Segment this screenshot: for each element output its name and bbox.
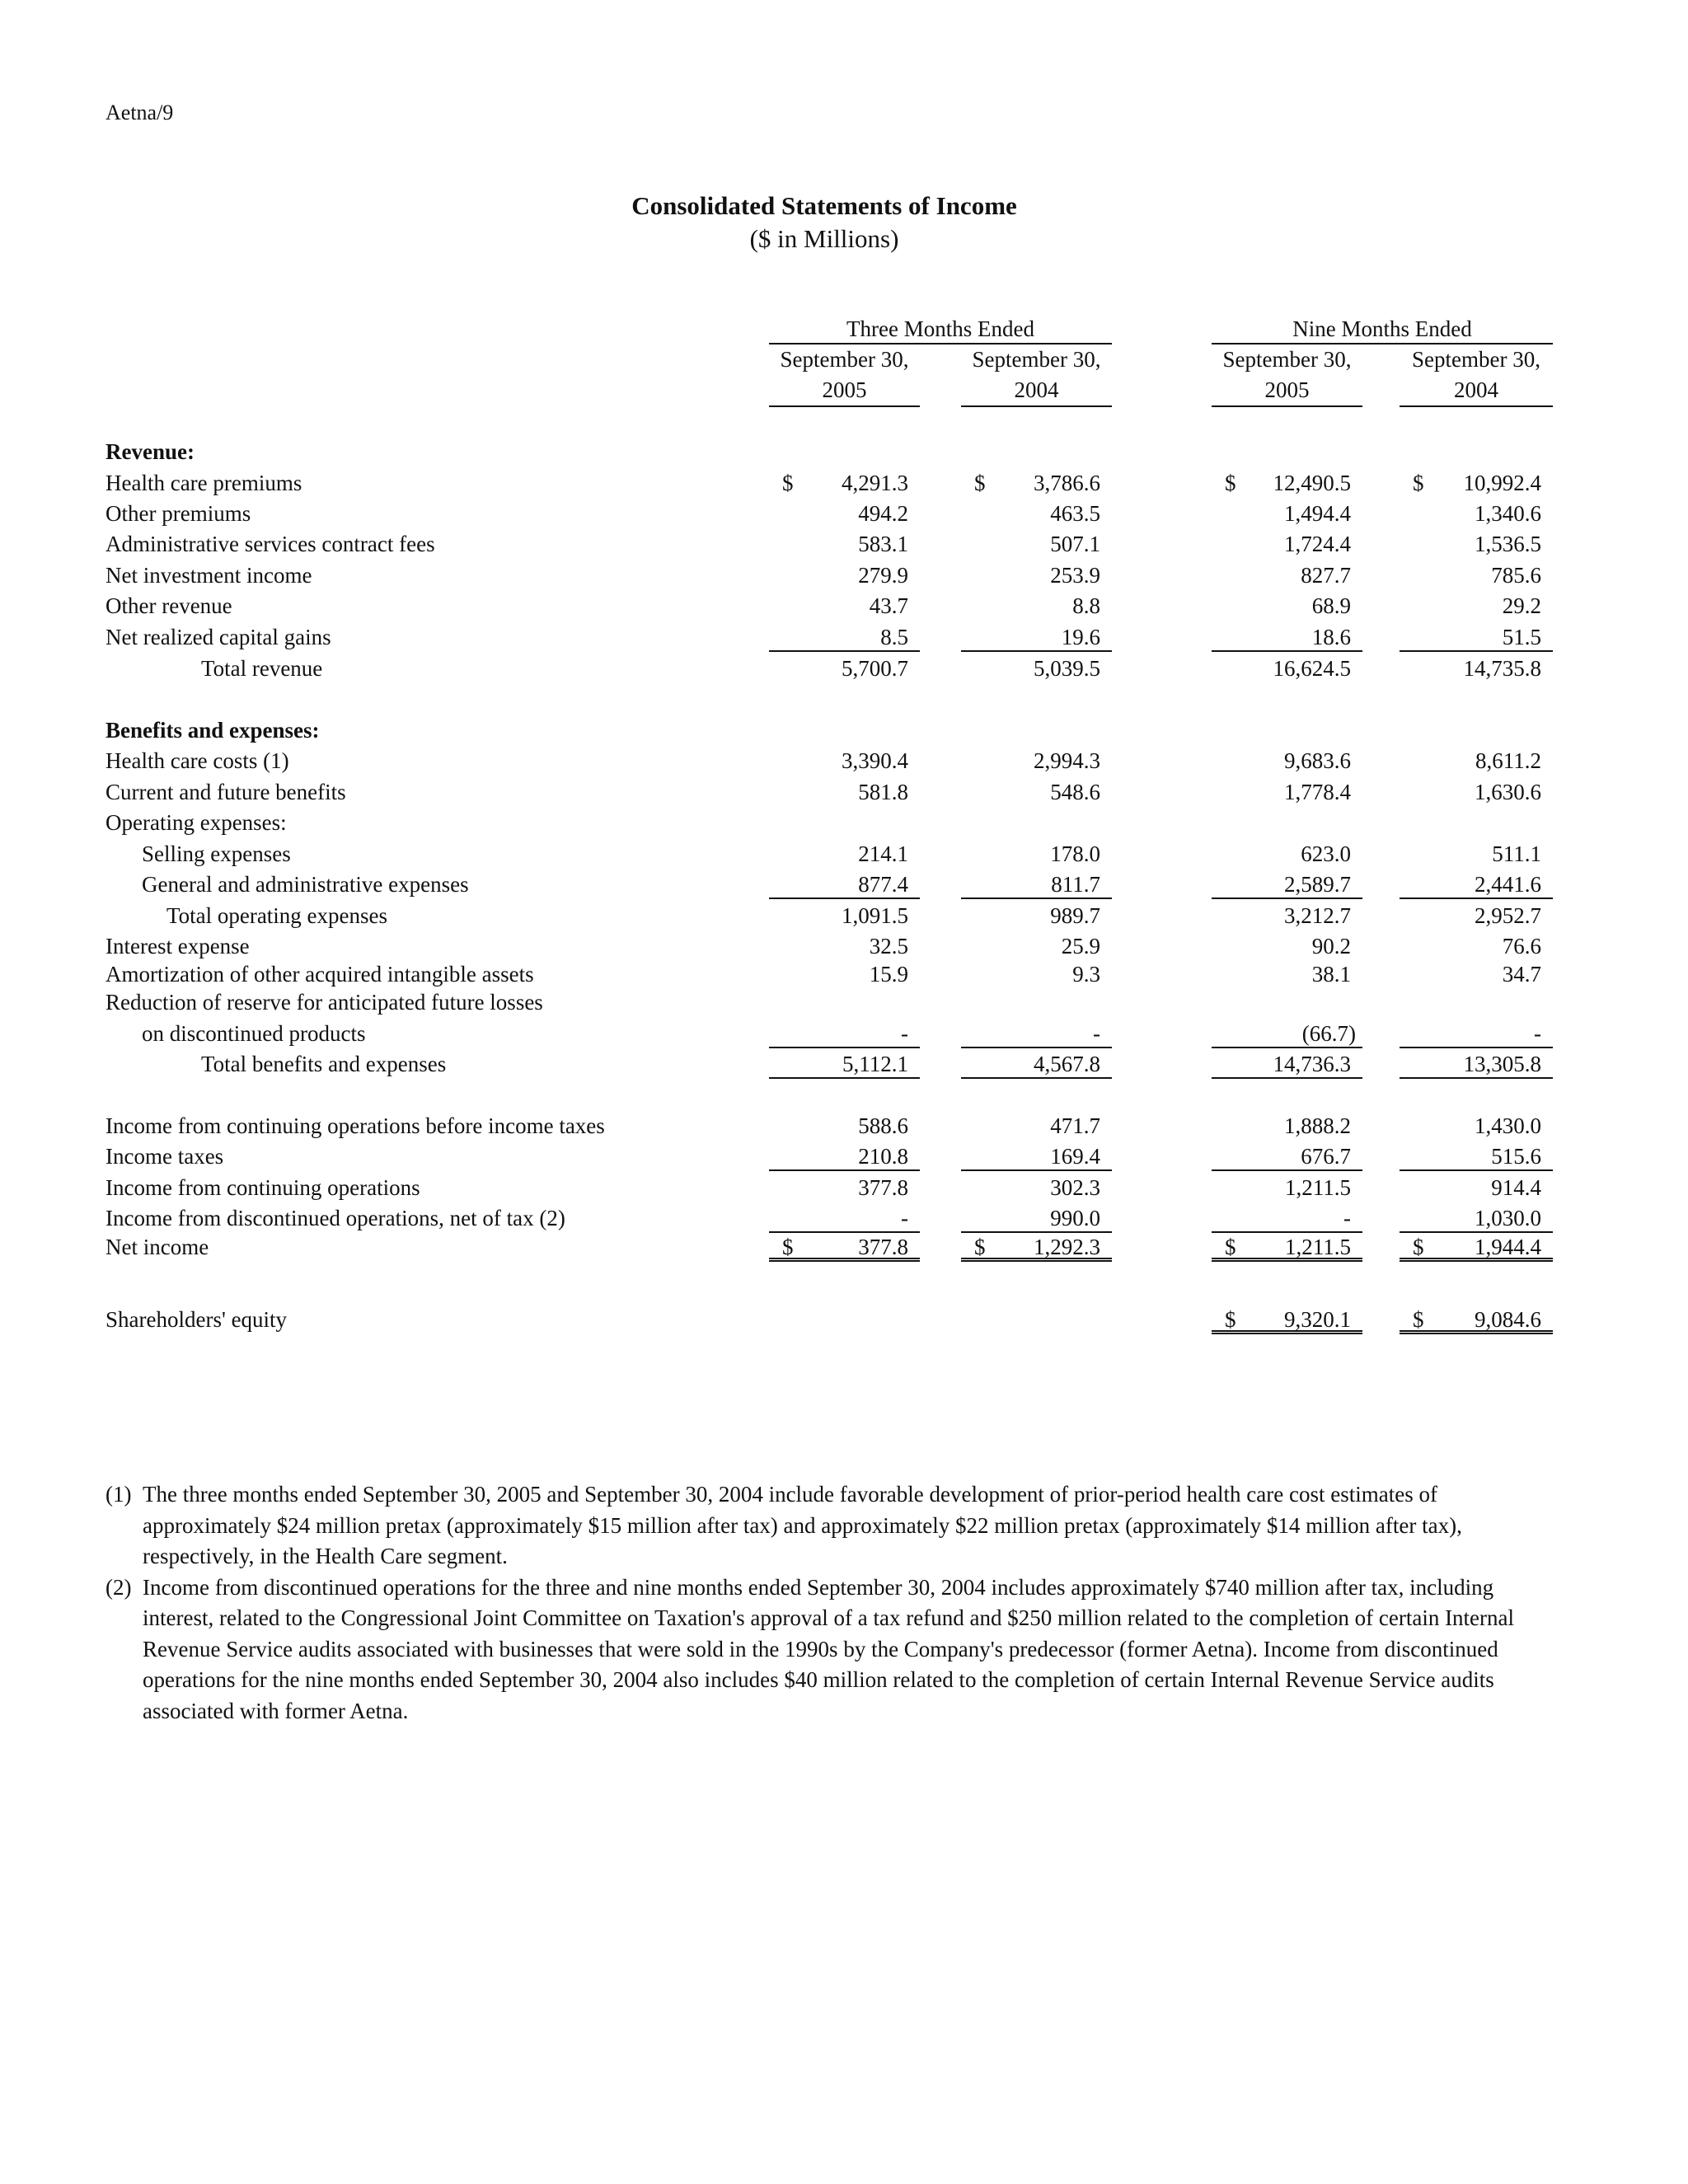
currency-symbol: $ [1413, 1235, 1424, 1259]
cell-3m-2004 [961, 591, 1112, 621]
cell-3m-2005 [769, 777, 920, 807]
cell-9m-2004 [1400, 1141, 1553, 1171]
table-row [0, 529, 1688, 559]
cell-value: 51.5 [1502, 625, 1541, 649]
cell-3m-2004 [961, 1111, 1112, 1141]
row-label: Selling expenses [142, 841, 291, 866]
cell-3m-2005 [769, 1019, 920, 1048]
col-header-date: September 30, [972, 347, 1101, 372]
cell-value: 32.5 [869, 934, 908, 958]
table-row [0, 777, 1688, 807]
cell-9m-2005 [1212, 746, 1362, 776]
row-label: Revenue: [106, 439, 195, 464]
cell-value: 588.6 [858, 1113, 908, 1138]
col-header-3m-2004 [961, 344, 1112, 407]
row-label: Shareholders' equity [106, 1307, 288, 1332]
statement-subtitle: ($ in Millions) [749, 224, 899, 253]
cell-value: 5,039.5 [1034, 656, 1100, 681]
cell-9m-2005 [1212, 1019, 1362, 1048]
cell-9m-2004 [1400, 777, 1553, 807]
cell-value: 4,291.3 [842, 471, 908, 495]
cell-value: 1,211.5 [1285, 1235, 1351, 1259]
cell-3m-2005 [769, 1141, 920, 1171]
footnote-number: (2) [106, 1574, 132, 1600]
cell-value: 583.1 [858, 532, 908, 556]
cell-value: 5,700.7 [842, 656, 908, 681]
cell-value: 623.0 [1301, 841, 1351, 866]
cell-3m-2005 [769, 959, 920, 989]
cell-value: 253.9 [1050, 563, 1100, 588]
cell-9m-2004 [1400, 1049, 1553, 1079]
cell-value: 9,084.6 [1475, 1307, 1541, 1332]
cell-value: 43.7 [869, 593, 908, 618]
cell-3m-2004 [961, 839, 1112, 869]
col-header-year: 2005 [1264, 377, 1310, 402]
cell-value: 210.8 [858, 1144, 908, 1169]
cell-value: 13,305.8 [1463, 1052, 1541, 1076]
cell-3m-2005 [769, 869, 920, 899]
cell-3m-2005 [769, 560, 920, 590]
cell-value: 38.1 [1311, 962, 1351, 987]
row-label: Net realized capital gains [106, 625, 331, 649]
cell-value: 1,630.6 [1475, 780, 1541, 804]
cell-value: 8,611.2 [1475, 748, 1541, 773]
cell-value: 3,390.4 [842, 748, 908, 773]
cell-value: 1,888.2 [1284, 1113, 1351, 1138]
cell-value: 14,736.3 [1273, 1052, 1351, 1076]
cell-value: 494.2 [858, 501, 908, 526]
row-label: Net investment income [106, 563, 312, 588]
nine-months-header: Nine Months Ended [1212, 315, 1553, 344]
cell-9m-2005 [1212, 1232, 1362, 1262]
cell-value: - [901, 1021, 908, 1046]
cell-value: 19.6 [1061, 625, 1100, 649]
cell-9m-2004 [1400, 591, 1553, 621]
shareholders-equity-row [0, 1305, 1688, 1334]
cell-value: 16,624.5 [1273, 656, 1351, 681]
cell-9m-2004 [1400, 959, 1553, 989]
cell-value: 2,994.3 [1034, 748, 1100, 773]
currency-symbol: $ [782, 1235, 794, 1259]
total-row [0, 1049, 1688, 1079]
section-header-revenue [0, 437, 1688, 466]
row-label: Health care costs (1) [106, 748, 289, 773]
cell-3m-2005 [769, 839, 920, 869]
table-row [0, 591, 1688, 621]
cell-value: 1,030.0 [1475, 1206, 1541, 1230]
cell-value: 8.8 [1072, 593, 1100, 618]
col-header-year: 2004 [1014, 377, 1059, 402]
cell-3m-2004 [961, 1049, 1112, 1079]
cell-9m-2004 [1400, 1305, 1553, 1334]
cell-9m-2004 [1400, 839, 1553, 869]
cell-value: 1,494.4 [1284, 501, 1351, 526]
cell-9m-2004 [1400, 869, 1553, 899]
cell-9m-2005 [1212, 622, 1362, 652]
cell-3m-2005 [769, 1049, 920, 1079]
cell-value: 1,340.6 [1475, 501, 1541, 526]
cell-value: 785.6 [1491, 563, 1541, 588]
col-header-year: 2005 [822, 377, 867, 402]
footnote-text: The three months ended September 30, 2005 and September 30, 2004 include favorable development of prior-period health care cost estimates of approximately $24 million pretax (approximately $15 million after tax) and approximately $22 million pretax (approximately $14 million after tax), respectively, in the Health Care segment. [143, 1482, 1462, 1568]
cell-9m-2004 [1400, 1111, 1553, 1141]
cell-3m-2004 [961, 777, 1112, 807]
col-header-9m-2005 [1212, 344, 1362, 407]
cell-3m-2005 [769, 1173, 920, 1202]
cell-value: 511.1 [1492, 841, 1541, 866]
cell-value: 914.4 [1491, 1175, 1541, 1200]
currency-symbol: $ [782, 471, 794, 495]
row-label: Income from discontinued operations, net of tax (2) [106, 1206, 565, 1230]
table-row [0, 959, 1688, 989]
currency-symbol: $ [1413, 1307, 1424, 1332]
cell-9m-2005 [1212, 901, 1362, 930]
cell-3m-2004 [961, 931, 1112, 961]
row-label: Total operating expenses [166, 903, 388, 928]
cell-value: 989.7 [1050, 903, 1100, 928]
cell-value: - [901, 1206, 908, 1230]
row-label: Health care premiums [106, 471, 302, 495]
net-income-row [0, 1232, 1688, 1262]
cell-value: 3,786.6 [1034, 471, 1100, 495]
cell-value: 68.9 [1311, 593, 1351, 618]
row-label: Interest expense [106, 934, 250, 958]
cell-value: 29.2 [1502, 593, 1541, 618]
cell-value: 3,212.7 [1284, 903, 1351, 928]
cell-value: 2,952.7 [1475, 903, 1541, 928]
total-row [0, 654, 1688, 683]
cell-3m-2005 [769, 901, 920, 930]
cell-value: 9,683.6 [1284, 748, 1351, 773]
cell-3m-2005 [769, 746, 920, 776]
col-header-9m-2004 [1400, 344, 1553, 407]
table-row [0, 987, 1688, 1017]
cell-value: 1,724.4 [1284, 532, 1351, 556]
cell-value: 34.7 [1502, 962, 1541, 987]
row-label: Other premiums [106, 501, 251, 526]
table-row [0, 1141, 1688, 1171]
footnote [106, 1479, 1556, 1572]
row-label: Total benefits and expenses [201, 1052, 447, 1076]
table-row [0, 468, 1688, 498]
cell-9m-2005 [1212, 1141, 1362, 1171]
row-label: Income from continuing operations before income taxes [106, 1113, 605, 1138]
cell-3m-2004 [961, 1232, 1112, 1262]
cell-3m-2005 [769, 931, 920, 961]
cell-3m-2005 [769, 468, 920, 498]
table-row [0, 1111, 1688, 1141]
cell-value: 4,567.8 [1034, 1052, 1100, 1076]
cell-value: 302.3 [1050, 1175, 1100, 1200]
row-label: Other revenue [106, 593, 232, 618]
cell-9m-2005 [1212, 468, 1362, 498]
cell-3m-2004 [961, 901, 1112, 930]
cell-9m-2005 [1212, 1173, 1362, 1202]
cell-value: 214.1 [858, 841, 908, 866]
cell-3m-2004 [961, 622, 1112, 652]
cell-9m-2004 [1400, 1203, 1553, 1233]
row-label: General and administrative expenses [142, 872, 469, 897]
cell-value: 8.5 [880, 625, 908, 649]
cell-value: 5,112.1 [842, 1052, 908, 1076]
subtotal-row [0, 901, 1688, 930]
cell-value: 1,211.5 [1285, 1175, 1351, 1200]
row-label: Amortization of other acquired intangible assets [106, 962, 534, 987]
cell-value: 1,091.5 [842, 903, 908, 928]
col-header-date: September 30, [1412, 347, 1540, 372]
cell-9m-2005 [1212, 959, 1362, 989]
statement-title: Consolidated Statements of Income [631, 191, 1017, 220]
cell-value: 18.6 [1311, 625, 1351, 649]
cell-3m-2005 [769, 654, 920, 683]
table-row [0, 931, 1688, 961]
table-row [0, 560, 1688, 590]
cell-9m-2005 [1212, 499, 1362, 528]
cell-9m-2005 [1212, 1305, 1362, 1334]
cell-9m-2005 [1212, 931, 1362, 961]
cell-value: 515.6 [1491, 1144, 1541, 1169]
cell-3m-2005 [769, 591, 920, 621]
cell-3m-2004 [961, 746, 1112, 776]
section-header-benefits [0, 715, 1688, 745]
cell-9m-2004 [1400, 1019, 1553, 1048]
cell-3m-2005 [769, 1111, 920, 1141]
table-row [0, 622, 1688, 652]
table-row [0, 1173, 1688, 1202]
cell-3m-2005 [769, 1232, 920, 1262]
cell-value: - [1093, 1021, 1100, 1046]
cell-value: 463.5 [1050, 501, 1100, 526]
cell-9m-2004 [1400, 901, 1553, 930]
cell-value: 1,430.0 [1475, 1113, 1541, 1138]
row-label: on discontinued products [142, 1021, 366, 1046]
cell-value: 1,778.4 [1284, 780, 1351, 804]
cell-9m-2005 [1212, 654, 1362, 683]
footnote [106, 1572, 1556, 1727]
cell-3m-2004 [961, 1173, 1112, 1202]
currency-symbol: $ [974, 471, 986, 495]
cell-3m-2004 [961, 1203, 1112, 1233]
cell-value: 377.8 [858, 1235, 908, 1259]
cell-3m-2004 [961, 529, 1112, 559]
cell-3m-2004 [961, 869, 1112, 899]
cell-value: 507.1 [1050, 532, 1100, 556]
cell-9m-2005 [1212, 839, 1362, 869]
cell-9m-2005 [1212, 777, 1362, 807]
cell-value: 1,944.4 [1475, 1235, 1541, 1259]
cell-value: 548.6 [1050, 780, 1100, 804]
cell-value: 581.8 [858, 780, 908, 804]
cell-3m-2004 [961, 1019, 1112, 1048]
cell-value: (66.7) [1301, 1021, 1356, 1046]
cell-3m-2005 [769, 622, 920, 652]
cell-value: 676.7 [1301, 1144, 1351, 1169]
cell-9m-2004 [1400, 1173, 1553, 1202]
col-header-date: September 30, [1222, 347, 1352, 372]
cell-3m-2005 [769, 1203, 920, 1233]
cell-value: 2,441.6 [1475, 872, 1541, 897]
cell-9m-2005 [1212, 560, 1362, 590]
row-label: Income from continuing operations [106, 1175, 420, 1200]
currency-symbol: $ [974, 1235, 986, 1259]
cell-9m-2004 [1400, 931, 1553, 961]
footnote-number: (1) [106, 1482, 132, 1507]
cell-3m-2004 [961, 959, 1112, 989]
cell-9m-2004 [1400, 654, 1553, 683]
cell-value: 377.8 [858, 1175, 908, 1200]
cell-9m-2004 [1400, 1232, 1553, 1262]
col-header-year: 2004 [1454, 377, 1498, 402]
currency-symbol: $ [1225, 471, 1236, 495]
cell-9m-2004 [1400, 499, 1553, 528]
cell-3m-2005 [769, 529, 920, 559]
table-row [0, 746, 1688, 776]
cell-9m-2004 [1400, 560, 1553, 590]
cell-9m-2004 [1400, 468, 1553, 498]
cell-value: 9.3 [1072, 962, 1100, 987]
footnotes [106, 1479, 1556, 1727]
cell-value: 178.0 [1050, 841, 1100, 866]
cell-3m-2004 [961, 654, 1112, 683]
cell-value: 2,589.7 [1284, 872, 1351, 897]
cell-9m-2005 [1212, 591, 1362, 621]
cell-value: 12,490.5 [1273, 471, 1351, 495]
cell-value: 1,292.3 [1034, 1235, 1100, 1259]
row-label: Benefits and expenses: [106, 718, 320, 743]
cell-value: 1,536.5 [1475, 532, 1541, 556]
cell-9m-2004 [1400, 622, 1553, 652]
row-label: Administrative services contract fees [106, 532, 435, 556]
cell-value: 827.7 [1301, 563, 1351, 588]
row-label: Net income [106, 1235, 209, 1259]
col-header-date: September 30, [780, 347, 909, 372]
cell-value: 14,735.8 [1463, 656, 1541, 681]
cell-value: 90.2 [1311, 934, 1351, 958]
three-months-header: Three Months Ended [769, 315, 1112, 344]
table-row [0, 499, 1688, 528]
table-row [0, 839, 1688, 869]
cell-3m-2004 [961, 468, 1112, 498]
cell-value: 10,992.4 [1463, 471, 1541, 495]
subsection-header-operating [0, 808, 1688, 837]
footnote-text: Income from discontinued operations for the three and nine months ended September 30, 2004 includes approximately $740 million after tax, including interest, related to the Congressional Joint Committee on Taxation's approval of a tax refund and $250 million related to the completion of certain Internal Revenue Service audits associated with businesses that were sold in the 1990s by the Company's predecessor (former Aetna). Income from discontinued operations for the nine months ended September 30, 2004 also includes $40 million related to the completion of certain Internal Revenue Service audits associated with former Aetna. [143, 1574, 1515, 1723]
cell-3m-2005 [769, 499, 920, 528]
row-label: Total revenue [201, 656, 323, 681]
cell-value: 25.9 [1061, 934, 1100, 958]
currency-symbol: $ [1413, 471, 1424, 495]
cell-3m-2004 [961, 499, 1112, 528]
col-header-3m-2005 [769, 344, 920, 407]
cell-value: 9,320.1 [1284, 1307, 1351, 1332]
cell-value: 15.9 [869, 962, 908, 987]
currency-symbol: $ [1225, 1235, 1236, 1259]
cell-3m-2004 [961, 1141, 1112, 1171]
cell-3m-2004 [961, 560, 1112, 590]
table-row [0, 1019, 1688, 1048]
cell-9m-2004 [1400, 746, 1553, 776]
table-row [0, 1203, 1688, 1233]
cell-value: 811.7 [1051, 872, 1100, 897]
cell-value: 76.6 [1502, 934, 1541, 958]
row-label: Operating expenses: [106, 810, 287, 835]
cell-9m-2004 [1400, 529, 1553, 559]
table-row [0, 869, 1688, 899]
cell-value: 990.0 [1050, 1206, 1100, 1230]
cell-9m-2005 [1212, 529, 1362, 559]
currency-symbol: $ [1225, 1307, 1236, 1332]
cell-9m-2005 [1212, 1203, 1362, 1233]
cell-value: - [1534, 1021, 1541, 1046]
row-label: Reduction of reserve for anticipated future losses [106, 990, 543, 1015]
cell-value: 279.9 [858, 563, 908, 588]
cell-9m-2005 [1212, 1111, 1362, 1141]
cell-value: 877.4 [858, 872, 908, 897]
page-reference: Aetna/9 [106, 101, 174, 124]
row-label: Income taxes [106, 1144, 224, 1169]
row-label: Current and future benefits [106, 780, 346, 804]
cell-value: - [1343, 1206, 1351, 1230]
cell-9m-2005 [1212, 1049, 1362, 1079]
cell-value: 471.7 [1050, 1113, 1100, 1138]
cell-value: 169.4 [1050, 1144, 1100, 1169]
cell-9m-2005 [1212, 869, 1362, 899]
